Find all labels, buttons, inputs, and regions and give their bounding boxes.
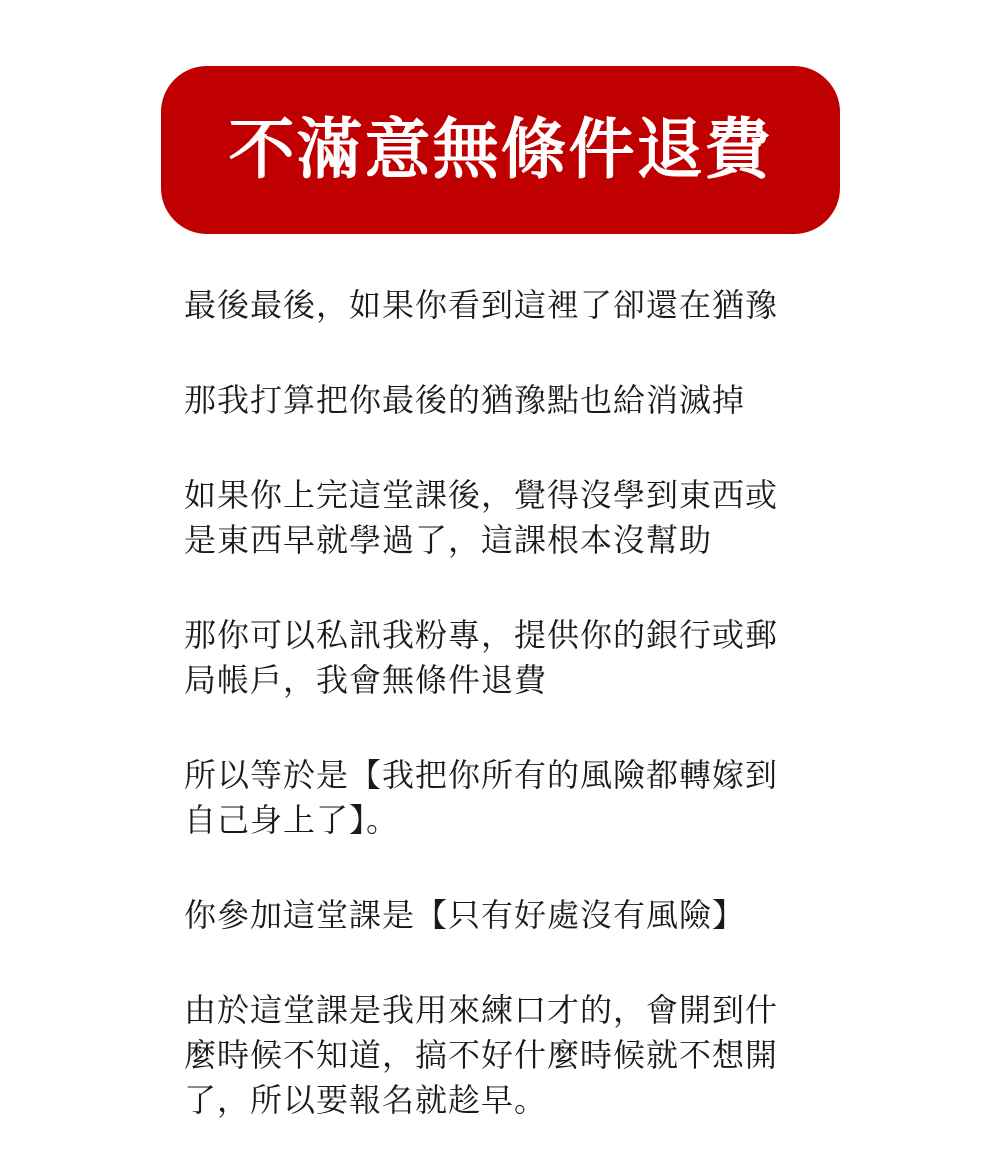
text-line: 是東西早就學過了，這課根本沒幫助: [184, 521, 713, 559]
text-line: 你參加這堂課是【只有好處沒有風險】: [184, 896, 746, 934]
paragraph-eliminate-doubt: [184, 378, 844, 423]
text-line: 局帳戶，我會無條件退費: [184, 661, 548, 699]
paragraph-risk-transfer: [184, 753, 844, 843]
text-line: 自己身上了】。: [184, 801, 400, 839]
text-line: 麼時候不知道，搞不好什麼時候就不想開: [184, 1036, 779, 1074]
body-text: [184, 283, 844, 1173]
paragraph-hesitation: [184, 283, 844, 328]
text-line: 如果你上完這堂課後，覺得沒學到東西或: [184, 476, 779, 514]
paragraph-no-help: [184, 473, 844, 563]
text-line: 由於這堂課是我用來練口才的，會開到什: [184, 991, 779, 1029]
paragraph-refund-process: [184, 613, 844, 703]
text-line: 那你可以私訊我粉專，提供你的銀行或郵: [184, 616, 779, 654]
banner-title: 不滿意無條件退費: [228, 111, 773, 188]
paragraph-no-risk: [184, 893, 844, 938]
text-line: 最後最後，如果你看到這裡了卻還在猶豫: [184, 286, 779, 324]
text-line: 所以等於是【我把你所有的風險都轉嫁到: [184, 756, 779, 794]
text-line: 那我打算把你最後的猶豫點也給消滅掉: [184, 381, 746, 419]
text-line: 了，所以要報名就趁早。: [184, 1081, 548, 1119]
paragraph-enroll-early: [184, 988, 844, 1123]
refund-banner: [161, 66, 840, 234]
